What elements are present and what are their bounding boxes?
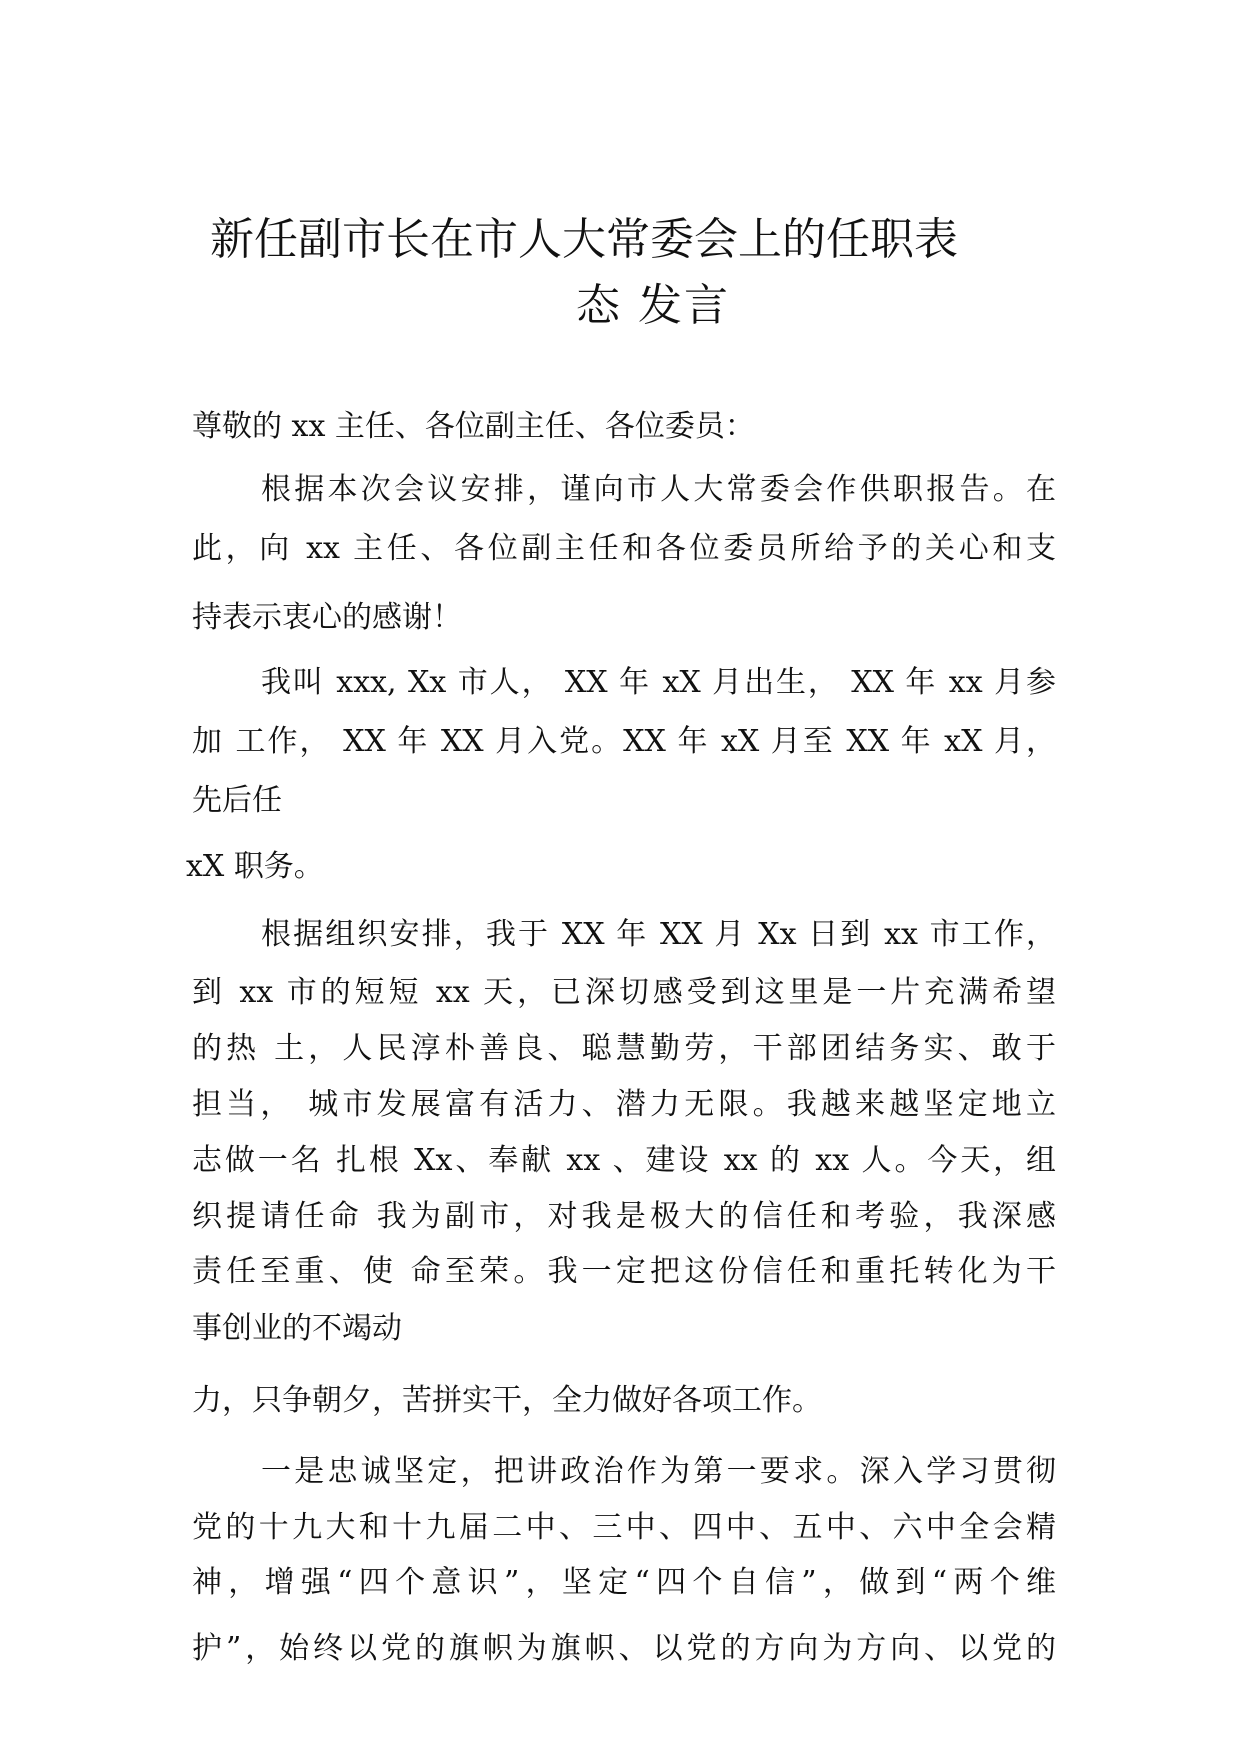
paragraph-line: 责任至重、使 命至荣。我一定把这份信任和重托转化为干	[192, 1254, 1056, 1289]
document-title-line-1: 新任副市长在市人大常委会上的任职表	[210, 214, 958, 265]
paragraph-line: 持表示衷心的感谢！	[192, 600, 462, 635]
paragraph-line: 此，向 xx 主任、各位副主任和各位委员所给予的关心和支	[192, 531, 1056, 566]
paragraph-line: 党的十九大和十九届二中、三中、四中、五中、六中全会精	[192, 1510, 1056, 1545]
paragraph-line: 的热 土，人民淳朴善良、聪慧勤劳，干部团结务实、敢于	[192, 1031, 1056, 1066]
paragraph-line: 我叫 xxx, Xx 市人， XX 年 xX 月出生， XX 年 xx 月参	[261, 665, 1056, 700]
paragraph-line: 先后任	[192, 783, 282, 818]
paragraph-line: 事创业的不竭动	[192, 1311, 402, 1346]
paragraph-line: 根据本次会议安排，谨向市人大常委会作供职报告。在	[261, 472, 1056, 507]
paragraph-line: xX 职务。	[186, 849, 324, 884]
paragraph-line: 加 工作， XX 年 XX 月入党。XX 年 xX 月至 XX 年 xX 月，	[192, 724, 1056, 759]
paragraph-line: 神，增强“四个意识”，坚定“四个自信”，做到“两个维	[192, 1565, 1056, 1600]
document-title-line-2: 态 发言	[576, 280, 730, 331]
paragraph-line: 力，只争朝夕，苦拼实干，全力做好各项工作。	[192, 1383, 822, 1418]
paragraph-line: 根据组织安排，我于 XX 年 XX 月 Xx 日到 xx 市工作，	[261, 917, 1056, 952]
paragraph-line: 一是忠诚坚定，把讲政治作为第一要求。深入学习贯彻	[261, 1454, 1056, 1489]
paragraph-line: 织提请任命 我为副市，对我是极大的信任和考验，我深感	[192, 1199, 1056, 1234]
paragraph-line: 志做一名 扎根 Xx、奉献 xx 、建设 xx 的 xx 人。今天，组	[192, 1143, 1056, 1178]
paragraph-line: 到 xx 市的短短 xx 天，已深切感受到这里是一片充满希望	[192, 975, 1056, 1010]
paragraph-line: 护”，始终以党的旗帜为旗帜、以党的方向为方向、以党的	[192, 1631, 1056, 1666]
paragraph-line: 担当， 城市发展富有活力、潜力无限。我越来越坚定地立	[192, 1087, 1056, 1122]
salutation: 尊敬的 xx 主任、各位副主任、各位委员：	[192, 409, 755, 444]
